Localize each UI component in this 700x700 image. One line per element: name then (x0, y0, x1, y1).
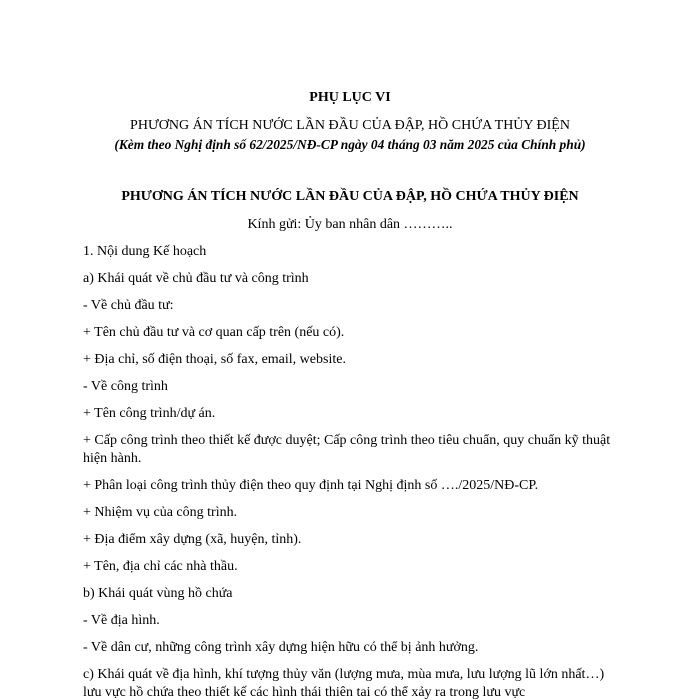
appendix-title: PHỤ LỤC VI (309, 90, 391, 105)
list-item: - Về chủ đầu tư: (83, 298, 174, 313)
appendix-reference: (Kèm theo Nghị định số 62/2025/NĐ-CP ngày 04 tháng 03 năm 2025 của Chính phủ) (114, 137, 586, 152)
subheading-c: c) Khái quát về địa hình, khí tượng thủy văn (lượng mưa, mùa mưa, lưu lượng lũ lớn nhất…) lưu vực hồ chứa theo thiết kế các hình thái thiên tai có thể xảy ra trong lưu vực (83, 667, 605, 700)
list-item: - Về dân cư, những công trình xây dựng hiện hữu có thể bị ảnh hưởng. (83, 640, 479, 655)
subheading-b: b) Khái quát vùng hồ chứa (83, 586, 233, 601)
list-item: + Phân loại công trình thủy điện theo quy định tại Nghị định số …./2025/NĐ-CP. (83, 478, 539, 493)
document-body (83, 243, 623, 700)
subheading-a: a) Khái quát về chủ đầu tư và công trình (83, 271, 309, 286)
list-item: + Nhiệm vụ của công trình. (83, 505, 238, 520)
appendix-subtitle: PHƯƠNG ÁN TÍCH NƯỚC LẦN ĐẦU CỦA ĐẬP, HỒ CHỨA THỦY ĐIỆN (130, 118, 570, 133)
list-item: - Về công trình (83, 379, 168, 394)
list-item: + Địa điểm xây dựng (xã, huyện, tỉnh). (83, 532, 302, 547)
list-item: + Tên, địa chỉ các nhà thầu. (83, 559, 238, 574)
list-item: + Địa chỉ, số điện thoại, số fax, email, website. (83, 352, 346, 367)
list-item: + Cấp công trình theo thiết kế được duyệt; Cấp công trình theo tiêu chuẩn, quy chuẩn kỹ thuật hiện hành. (83, 433, 611, 466)
form-title: PHƯƠNG ÁN TÍCH NƯỚC LẦN ĐẦU CỦA ĐẬP, HỒ CHỨA THỦY ĐIỆN (121, 189, 579, 204)
heading-section-1: 1. Nội dung Kế hoạch (83, 244, 207, 259)
list-item: + Tên công trình/dự án. (83, 406, 216, 421)
list-item: - Về địa hình. (83, 613, 160, 628)
addressee-line: Kính gửi: Ủy ban nhân dân ……….. (247, 217, 453, 232)
list-item: + Tên chủ đầu tư và cơ quan cấp trên (nếu có). (83, 325, 345, 340)
